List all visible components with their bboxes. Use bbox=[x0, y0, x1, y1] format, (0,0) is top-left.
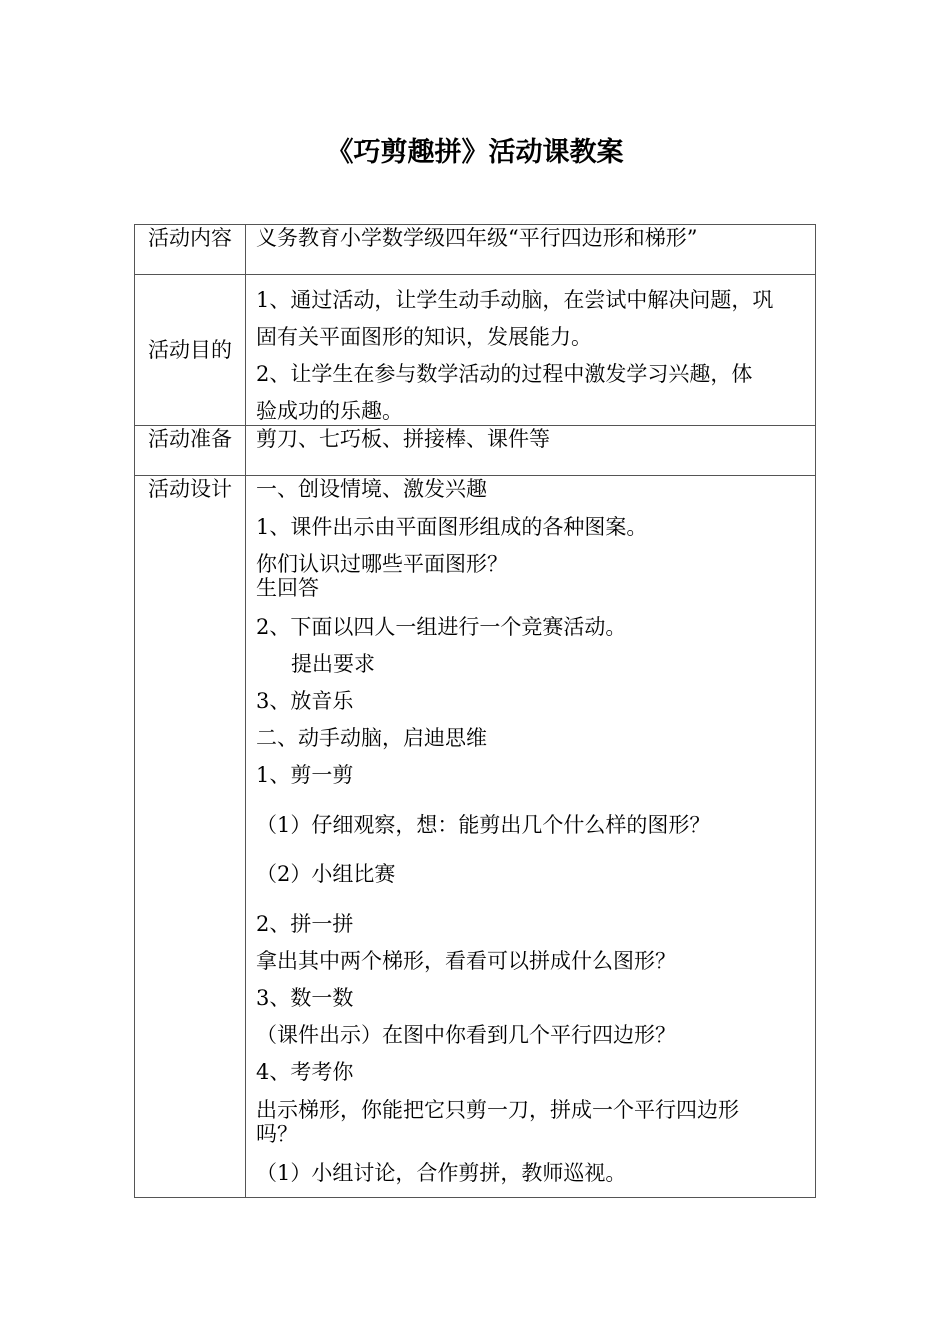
label-goal: 活动目的 bbox=[135, 275, 246, 426]
design-line: 一、创设情境、激发兴趣 bbox=[256, 477, 487, 501]
design-line: 3、数一数 bbox=[256, 986, 354, 1010]
design-line: 二、动手动脑，启迪思维 bbox=[256, 726, 487, 750]
design-line: 2、下面以四人一组进行一个竞赛活动。 bbox=[256, 615, 627, 639]
design-line: 1、剪一剪 bbox=[256, 763, 354, 787]
design-line: 吗？ bbox=[256, 1122, 298, 1146]
goal-line: 验成功的乐趣。 bbox=[256, 399, 403, 423]
design-line: 拿出其中两个梯形，看看可以拼成什么图形？ bbox=[256, 949, 676, 973]
document-title: 《巧剪趣拼》活动课教案 bbox=[326, 137, 624, 168]
row-prep bbox=[135, 426, 816, 476]
design-line: （1）小组讨论，合作剪拼，教师巡视。 bbox=[256, 1161, 627, 1185]
design-line: 4、考考你 bbox=[256, 1060, 354, 1084]
row-content bbox=[135, 225, 816, 275]
value-prep bbox=[246, 426, 816, 476]
label-content: 活动内容 bbox=[135, 225, 246, 275]
value-content bbox=[246, 225, 816, 275]
lesson-plan-table bbox=[134, 224, 816, 1198]
design-line: 3、放音乐 bbox=[256, 689, 354, 713]
design-line: （2）小组比赛 bbox=[256, 862, 396, 886]
value-design bbox=[246, 476, 816, 1198]
design-line: 你们认识过哪些平面图形？ bbox=[256, 552, 508, 576]
row-design bbox=[135, 476, 816, 1198]
row-goal bbox=[135, 275, 816, 426]
prep-text: 剪刀、七巧板、拼接棒、课件等 bbox=[256, 427, 550, 451]
goal-line: 固有关平面图形的知识，发展能力。 bbox=[256, 325, 592, 349]
goal-line: 1、通过活动，让学生动手动脑，在尝试中解决问题，巩 bbox=[256, 288, 774, 312]
value-goal bbox=[246, 275, 816, 426]
design-line: （课件出示）在图中你看到几个平行四边形？ bbox=[256, 1023, 676, 1047]
design-line: （1）仔细观察，想：能剪出几个什么样的图形？ bbox=[256, 813, 711, 837]
design-line: 生回答 bbox=[256, 576, 319, 600]
goal-line: 2、让学生在参与数学活动的过程中激发学习兴趣，体 bbox=[256, 362, 753, 386]
label-design: 活动设计 bbox=[135, 476, 246, 1198]
design-line: 出示梯形，你能把它只剪一刀，拼成一个平行四边形 bbox=[256, 1098, 739, 1122]
design-line: 1、课件出示由平面图形组成的各种图案。 bbox=[256, 515, 648, 539]
design-line: 2、拼一拼 bbox=[256, 912, 354, 936]
content-text: 义务教育小学数学级四年级“平行四边形和梯形” bbox=[256, 226, 698, 250]
design-line: 提出要求 bbox=[291, 652, 375, 676]
label-prep: 活动准备 bbox=[135, 426, 246, 476]
